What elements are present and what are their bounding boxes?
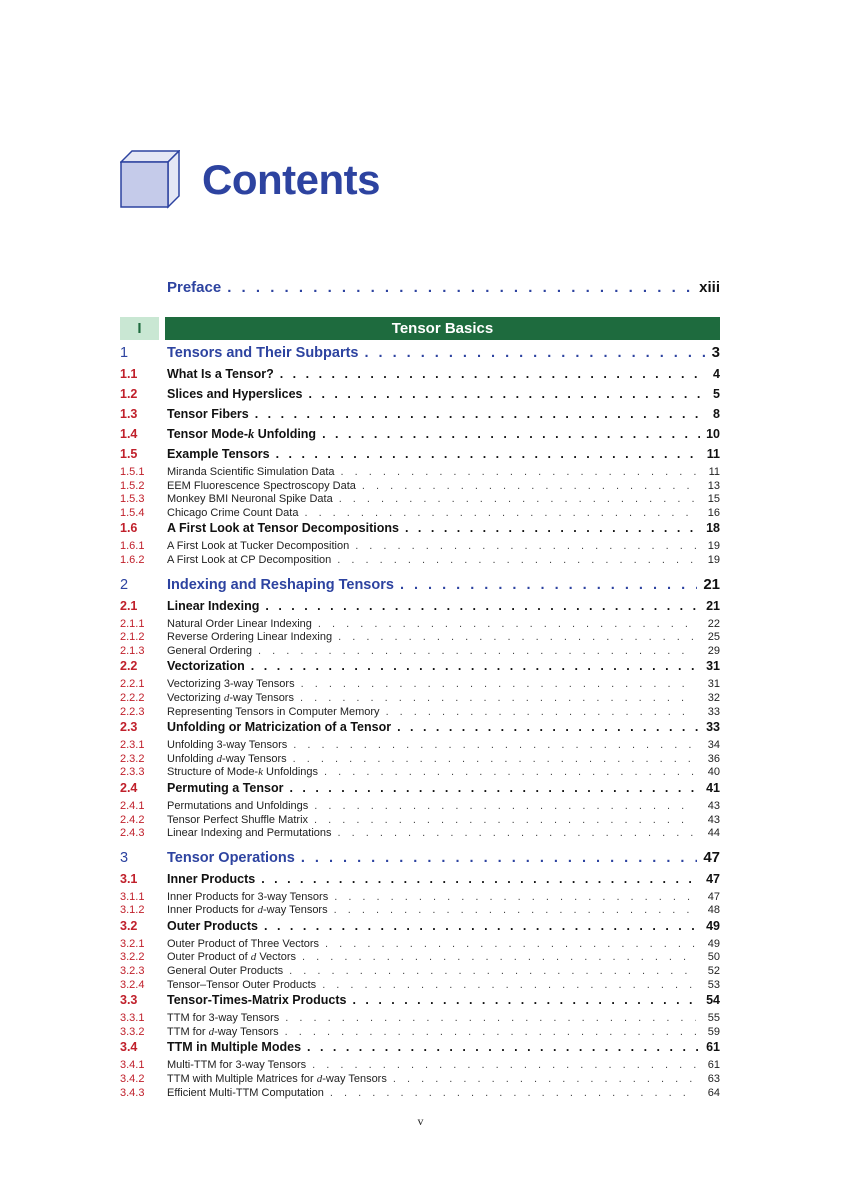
toc-entry-subsection-page: 22 — [707, 617, 720, 630]
toc-entry-subsection[interactable] — [120, 480, 720, 494]
toc-entry-subsection-page: 43 — [707, 799, 720, 812]
dot-leader — [365, 345, 706, 361]
dot-leader — [314, 800, 696, 814]
toc-entry-subsection-number: 1.5.3 — [120, 493, 145, 506]
dot-leader — [312, 1059, 696, 1073]
toc-entry-subsection[interactable] — [120, 540, 720, 554]
toc-entry-subsection-title: Natural Order Linear Indexing — [167, 617, 312, 630]
toc-entry-chapter-title: Tensors and Their Subparts — [167, 345, 359, 361]
toc-entry-section-title: Vectorization — [167, 659, 245, 674]
dot-leader — [334, 891, 696, 905]
toc-entry-subsection-page: 44 — [707, 827, 720, 840]
toc-entry-subsection-title: Permutations and Unfoldings — [167, 799, 309, 812]
dot-leader — [301, 678, 696, 692]
toc-entry-chapter-page: 47 — [703, 848, 720, 866]
toc-entry-subsection[interactable] — [120, 645, 720, 659]
dot-leader — [386, 706, 696, 720]
table-of-contents — [120, 279, 720, 1100]
dot-leader — [339, 493, 696, 507]
toc-entry-subsection-page: 36 — [707, 752, 720, 765]
dot-leader — [325, 938, 696, 952]
toc-entry-preface[interactable] — [120, 279, 720, 301]
dot-leader — [285, 1026, 696, 1040]
toc-entry-subsection-number: 2.2.2 — [120, 691, 145, 704]
toc-entry-section-number: 1.5 — [120, 447, 138, 461]
toc-entry-subsection-title: Unfolding 3-way Tensors — [167, 739, 288, 752]
dot-leader — [280, 367, 707, 381]
toc-entry-section-number: 1.6 — [120, 521, 138, 536]
dot-leader — [251, 659, 700, 673]
toc-entry-subsection-page: 59 — [707, 1025, 720, 1038]
toc-entry-subsection[interactable] — [120, 800, 720, 814]
toc-entry-section[interactable] — [120, 521, 720, 540]
toc-entry-subsection-page: 33 — [707, 705, 720, 718]
toc-entry-chapter-number: 1 — [120, 345, 129, 361]
toc-entry-section[interactable] — [120, 720, 720, 739]
toc-entry-chapter-page: 3 — [711, 344, 720, 361]
toc-entry-subsection-number: 3.3.2 — [120, 1025, 145, 1038]
dot-leader — [314, 814, 696, 828]
toc-entry-section[interactable] — [120, 407, 720, 426]
toc-entry-subsection[interactable] — [120, 618, 720, 632]
dot-leader — [300, 692, 696, 706]
toc-entry-section-page: 10 — [706, 427, 720, 441]
dot-leader — [341, 466, 696, 480]
toc-entry-chapter-title: Tensor Operations — [167, 849, 295, 866]
toc-entry-section-title: Outer Products — [167, 918, 258, 933]
dot-leader — [330, 1087, 696, 1101]
toc-entry-section-number: 1.1 — [120, 367, 138, 381]
toc-entry-subsection-number: 2.4.1 — [120, 799, 145, 812]
toc-entry-subsection[interactable] — [120, 1026, 720, 1040]
dot-leader — [322, 979, 696, 993]
toc-entry-subsection-title: Inner Products for 3-way Tensors — [167, 890, 329, 903]
toc-entry-section-page: 47 — [706, 871, 720, 886]
toc-entry-subsection[interactable] — [120, 904, 720, 918]
toc-entry-section-number: 3.4 — [120, 1040, 138, 1055]
dot-leader — [304, 507, 696, 521]
toc-entry-subsection-number: 1.5.1 — [120, 466, 145, 478]
toc-entry-subsection-title: Vectorizing d-way Tensors — [167, 691, 294, 704]
toc-entry-section-title: Tensor Fibers — [167, 407, 249, 421]
toc-entry-section-number: 2.3 — [120, 720, 138, 735]
dot-leader — [318, 618, 696, 632]
toc-entry-subsection-page: 55 — [707, 1012, 720, 1025]
toc-entry-section-number: 2.4 — [120, 780, 138, 795]
toc-entry-subsection[interactable] — [120, 827, 720, 841]
chapter-list — [120, 344, 720, 1100]
toc-entry-section-page: 49 — [706, 918, 720, 933]
toc-entry-subsection[interactable] — [120, 965, 720, 979]
toc-entry-chapter-page: 21 — [703, 575, 720, 593]
toc-entry-section-title: A First Look at Tensor Decompositions — [167, 521, 399, 536]
toc-entry-subsection-title: TTM for d-way Tensors — [167, 1025, 279, 1038]
toc-entry-section-page: 61 — [706, 1040, 720, 1055]
toc-entry-subsection-title: Outer Product of d Vectors — [167, 951, 297, 964]
part-number: I — [120, 317, 159, 340]
toc-entry-subsection-title: EEM Fluorescence Spectroscopy Data — [167, 479, 356, 492]
toc-entry-subsection-title: Representing Tensors in Computer Memory — [167, 705, 380, 718]
toc-entry-section-page: 8 — [713, 407, 720, 421]
toc-entry-section-number: 1.3 — [120, 407, 138, 421]
toc-entry-subsection-page: 47 — [707, 890, 720, 903]
toc-entry-chapter[interactable] — [120, 344, 720, 366]
toc-entry-subsection-number: 2.1.3 — [120, 644, 145, 657]
toc-entry-section-number: 3.2 — [120, 918, 138, 933]
toc-entry-subsection-title: General Outer Products — [167, 965, 284, 978]
toc-entry-subsection-page: 11 — [708, 466, 720, 478]
toc-entry-section[interactable] — [120, 599, 720, 618]
dot-leader — [324, 766, 696, 780]
toc-entry-subsection-title: Vectorizing 3-way Tensors — [167, 678, 295, 691]
toc-entry-section[interactable] — [120, 659, 720, 678]
toc-entry-subsection[interactable] — [120, 753, 720, 767]
toc-entry-subsection-number: 3.2.4 — [120, 978, 145, 991]
toc-entry-subsection-page: 15 — [707, 493, 720, 506]
toc-entry-subsection-title: Tensor Perfect Shuffle Matrix — [167, 813, 309, 826]
toc-entry-chapter-number: 2 — [120, 576, 129, 593]
toc-entry-section-number: 1.2 — [120, 387, 138, 401]
dot-leader — [309, 387, 708, 401]
toc-entry-section-number: 1.4 — [120, 427, 138, 441]
preface-page: xiii — [699, 279, 720, 296]
dot-leader — [338, 827, 697, 841]
dot-leader — [322, 427, 700, 441]
toc-entry-subsection-number: 2.3.1 — [120, 739, 145, 752]
page-number: v — [417, 1114, 424, 1128]
toc-entry-section-title: Permuting a Tensor — [167, 780, 284, 795]
dot-leader — [338, 631, 696, 645]
toc-entry-subsection-number: 1.6.2 — [120, 553, 145, 566]
dot-leader — [307, 1040, 700, 1054]
dot-leader — [334, 904, 696, 918]
toc-entry-subsection-title: Chicago Crime Count Data — [167, 506, 299, 519]
dot-leader — [302, 951, 696, 965]
toc-entry-section[interactable] — [120, 872, 720, 891]
dot-leader — [397, 720, 700, 734]
toc-entry-subsection[interactable] — [120, 692, 720, 706]
toc-entry-subsection-title: Linear Indexing and Permutations — [167, 827, 332, 840]
toc-entry-subsection-page: 29 — [707, 644, 720, 657]
toc-entry-section[interactable] — [120, 387, 720, 406]
toc-entry-subsection-page: 19 — [707, 540, 720, 553]
toc-entry-section-title: Inner Products — [167, 871, 256, 886]
toc-entry-subsection-page: 48 — [707, 904, 720, 917]
toc-entry-section-page: 18 — [706, 521, 720, 536]
dot-leader — [301, 850, 697, 866]
toc-entry-subsection-number: 2.1.2 — [120, 631, 145, 644]
dot-leader — [289, 965, 696, 979]
dot-leader — [276, 447, 701, 461]
toc-entry-subsection-page: 25 — [707, 631, 720, 644]
toc-entry-subsection[interactable] — [120, 938, 720, 952]
toc-entry-chapter[interactable] — [120, 849, 720, 871]
toc-entry-section[interactable] — [120, 1040, 720, 1059]
toc-entry-subsection-number: 2.4.2 — [120, 813, 145, 826]
toc-entry-subsection-page: 52 — [707, 965, 720, 978]
dot-leader — [285, 1012, 696, 1026]
part-banner — [120, 317, 720, 340]
dot-leader — [265, 599, 700, 613]
dot-leader — [400, 577, 697, 593]
toc-entry-section-page: 33 — [706, 720, 720, 735]
cube-icon — [120, 150, 180, 210]
dot-leader — [258, 645, 696, 659]
dot-leader — [355, 540, 696, 554]
toc-entry-section[interactable] — [120, 919, 720, 938]
toc-entry-subsection-page: 43 — [707, 813, 720, 826]
toc-entry-subsection-page: 32 — [707, 691, 720, 704]
toc-entry-chapter[interactable] — [120, 576, 720, 598]
toc-entry-subsection-title: General Ordering — [167, 644, 252, 657]
toc-entry-subsection-page: 63 — [707, 1073, 720, 1086]
toc-entry-subsection-title: Multi-TTM for 3-way Tensors — [167, 1059, 307, 1072]
toc-entry-subsection-title: A First Look at Tucker Decomposition — [167, 540, 350, 553]
toc-entry-section-page: 31 — [706, 659, 720, 674]
dot-leader — [405, 521, 700, 535]
toc-entry-subsection[interactable] — [120, 493, 720, 507]
toc-entry-section[interactable] — [120, 993, 720, 1012]
toc-entry-section-title: Example Tensors — [167, 447, 270, 461]
toc-entry-subsection-title: Inner Products for d-way Tensors — [167, 904, 328, 917]
toc-entry-subsection-title: Miranda Scientific Simulation Data — [167, 466, 335, 478]
toc-entry-section-title: Slices and Hyperslices — [167, 387, 303, 401]
toc-entry-subsection[interactable] — [120, 554, 720, 568]
toc-entry-section-number: 3.3 — [120, 993, 138, 1008]
toc-entry-section-title: Tensor Mode-k Unfolding — [167, 427, 317, 441]
toc-entry-chapter-title: Indexing and Reshaping Tensors — [167, 576, 394, 593]
toc-entry-subsection[interactable] — [120, 814, 720, 828]
toc-entry-chapter-number: 3 — [120, 849, 129, 866]
toc-entry-subsection-page: 49 — [707, 937, 720, 950]
toc-entry-subsection-page: 19 — [707, 553, 720, 566]
toc-entry-subsection-number: 2.2.1 — [120, 678, 145, 691]
toc-entry-subsection-title: TTM with Multiple Matrices for d-way Tensors — [167, 1073, 387, 1086]
dot-leader — [362, 480, 696, 494]
toc-entry-subsection-number: 3.2.2 — [120, 951, 145, 964]
toc-entry-subsection[interactable] — [120, 979, 720, 993]
toc-entry-subsection[interactable] — [120, 1059, 720, 1073]
part-title: Tensor Basics — [165, 317, 720, 340]
toc-entry-subsection-number: 3.2.1 — [120, 937, 145, 950]
toc-entry-subsection-number: 1.6.1 — [120, 540, 145, 553]
dot-leader — [227, 279, 693, 296]
toc-entry-subsection[interactable] — [120, 766, 720, 780]
toc-entry-subsection[interactable] — [120, 891, 720, 905]
preface-label: Preface — [167, 279, 222, 296]
toc-entry-subsection-number: 2.4.3 — [120, 827, 145, 840]
toc-entry-subsection-title: TTM for 3-way Tensors — [167, 1012, 280, 1025]
toc-entry-subsection-page: 31 — [707, 678, 720, 691]
toc-entry-subsection-number: 3.2.3 — [120, 965, 145, 978]
toc-entry-section-number: 2.1 — [120, 598, 138, 613]
toc-entry-subsection-number: 3.4.3 — [120, 1086, 145, 1099]
toc-entry-section-page: 11 — [706, 447, 720, 461]
toc-entry-section[interactable] — [120, 447, 720, 466]
toc-entry-subsection-title: Monkey BMI Neuronal Spike Data — [167, 493, 333, 506]
page-title: Contents — [202, 156, 380, 203]
toc-entry-subsection-page: 34 — [707, 739, 720, 752]
toc-entry-section[interactable] — [120, 367, 720, 386]
toc-entry-section-page: 54 — [706, 993, 720, 1008]
toc-entry-subsection-number: 2.3.3 — [120, 766, 145, 779]
toc-entry-subsection-number: 2.3.2 — [120, 752, 145, 765]
toc-entry-subsection[interactable] — [120, 678, 720, 692]
toc-entry-subsection-number: 1.5.4 — [120, 506, 145, 519]
toc-entry-subsection-number: 3.1.1 — [120, 890, 145, 903]
toc-entry-subsection[interactable] — [120, 951, 720, 965]
toc-entry-subsection-title: Unfolding d-way Tensors — [167, 752, 287, 765]
toc-entry-subsection-page: 13 — [707, 479, 720, 492]
dot-leader — [255, 407, 707, 421]
toc-entry-section-title: Tensor-Times-Matrix Products — [167, 993, 347, 1008]
toc-entry-section[interactable] — [120, 427, 720, 446]
toc-entry-section-page: 41 — [706, 780, 720, 795]
toc-entry-subsection-number: 1.5.2 — [120, 479, 145, 492]
toc-entry-subsection-number: 2.2.3 — [120, 705, 145, 718]
toc-entry-section-title: TTM in Multiple Modes — [167, 1040, 302, 1055]
dot-leader — [289, 781, 700, 795]
toc-entry-subsection-title: Structure of Mode-k Unfoldings — [167, 766, 319, 779]
toc-entry-section-title: What Is a Tensor? — [167, 367, 274, 381]
toc-entry-subsection-title: A First Look at CP Decomposition — [167, 553, 332, 566]
toc-entry-subsection-title: Efficient Multi-TTM Computation — [167, 1086, 324, 1099]
dot-leader — [393, 1073, 696, 1087]
dot-leader — [264, 919, 700, 933]
toc-entry-subsection[interactable] — [120, 739, 720, 753]
toc-entry-subsection-page: 40 — [707, 766, 720, 779]
dot-leader — [337, 554, 696, 568]
toc-entry-section-number: 2.2 — [120, 659, 138, 674]
toc-entry-subsection[interactable] — [120, 1073, 720, 1087]
dot-leader — [352, 993, 700, 1007]
toc-entry-subsection-page: 50 — [707, 951, 720, 964]
dot-leader — [261, 872, 700, 886]
toc-entry-subsection-title: Reverse Ordering Linear Indexing — [167, 631, 333, 644]
toc-entry-section-title: Linear Indexing — [167, 598, 260, 613]
toc-entry-subsection-number: 3.4.2 — [120, 1073, 145, 1086]
toc-entry-subsection-page: 53 — [707, 978, 720, 991]
dot-leader — [293, 739, 696, 753]
toc-entry-subsection-title: Outer Product of Three Vectors — [167, 937, 320, 950]
toc-entry-subsection[interactable] — [120, 1012, 720, 1026]
toc-entry-subsection-number: 3.4.1 — [120, 1059, 145, 1072]
toc-entry-subsection[interactable] — [120, 706, 720, 720]
dot-leader — [293, 753, 696, 767]
toc-entry-subsection[interactable] — [120, 631, 720, 645]
toc-entry-subsection-page: 16 — [707, 506, 720, 519]
toc-entry-subsection[interactable] — [120, 1087, 720, 1101]
toc-entry-section-page: 4 — [713, 367, 720, 381]
toc-entry-section-page: 21 — [706, 598, 720, 613]
toc-entry-subsection-page: 61 — [707, 1059, 720, 1072]
toc-entry-subsection-number: 2.1.1 — [120, 617, 145, 630]
toc-entry-section-title: Unfolding or Matricization of a Tensor — [167, 720, 392, 735]
toc-entry-subsection-page: 64 — [707, 1086, 720, 1099]
toc-entry-subsection[interactable] — [120, 507, 720, 521]
toc-entry-section-page: 5 — [713, 387, 720, 401]
toc-entry-subsection-title: Tensor–Tensor Outer Products — [167, 978, 317, 991]
toc-entry-subsection-number: 3.1.2 — [120, 904, 145, 917]
toc-entry-section-number: 3.1 — [120, 871, 138, 886]
toc-entry-subsection-number: 3.3.1 — [120, 1012, 145, 1025]
toc-entry-section[interactable] — [120, 781, 720, 800]
toc-entry-subsection[interactable] — [120, 466, 720, 480]
contents-header — [120, 150, 720, 210]
